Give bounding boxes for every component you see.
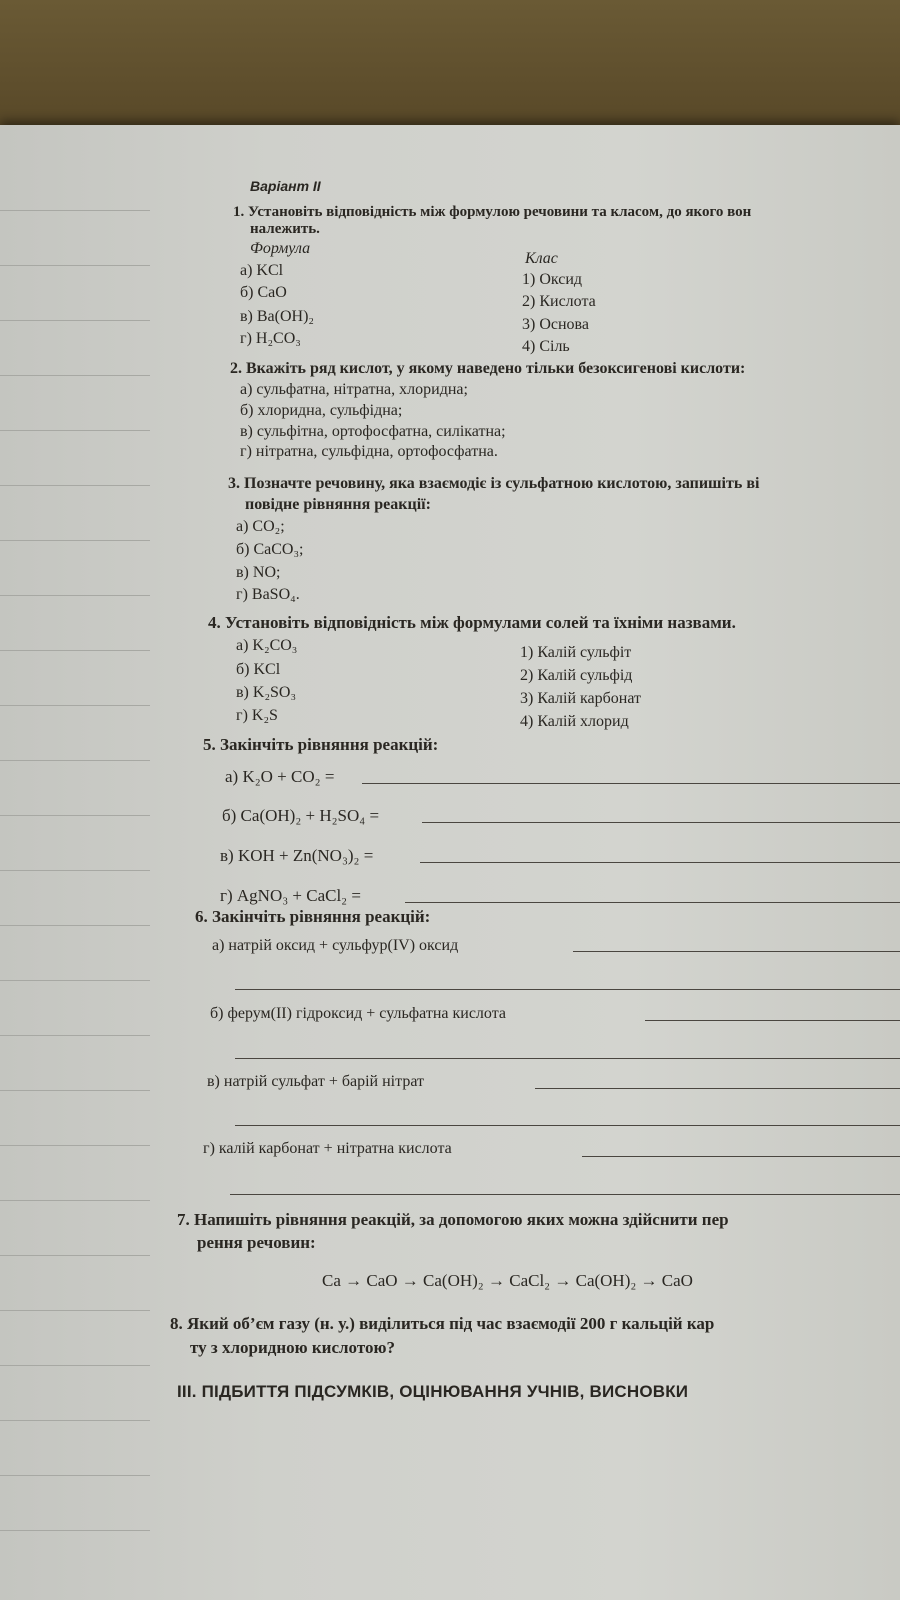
q4-name-2: 2) Калій сульфід bbox=[520, 667, 633, 684]
q4-formula-d: г) K₂S bbox=[236, 707, 278, 724]
class-header: Клас bbox=[525, 250, 558, 267]
q4-name-1: 1) Калій сульфіт bbox=[520, 644, 632, 661]
variant-title: Варіант ІІ bbox=[250, 178, 321, 194]
q2-option-d: г) нітратна, сульфідна, ортофосфатна. bbox=[240, 443, 498, 460]
q6-answer-line-c1 bbox=[535, 1088, 900, 1089]
question-3-text-cont: повідне рівняння реакції: bbox=[245, 496, 431, 513]
q3-option-d: г) BaSO₄. bbox=[236, 586, 300, 603]
q6-answer-line-d1 bbox=[582, 1156, 900, 1157]
q1-class-3: 3) Основа bbox=[522, 316, 589, 333]
q5-item-a: а) K₂O + CO₂ = bbox=[225, 767, 335, 786]
q5-answer-line-a bbox=[362, 783, 900, 784]
question-4-text: 4. Установіть відповідність між формулами солей та їхніми назвами. bbox=[208, 613, 736, 632]
question-6-text: 6. Закінчіть рівняння реакцій: bbox=[195, 907, 431, 926]
section-heading: ІІІ. ПІДБИТТЯ ПІДСУМКІВ, ОЦІНЮВАННЯ УЧНІВ, ВИСНОВКИ bbox=[177, 1382, 689, 1401]
question-5-text: 5. Закінчіть рівняння реакцій: bbox=[203, 735, 439, 754]
q1-formula-a: а) KCl bbox=[240, 262, 284, 279]
q1-formula-c: в) Ba(OH)₂ bbox=[240, 308, 314, 325]
q6-item-a: а) натрій оксид + сульфур(IV) оксид bbox=[212, 937, 459, 954]
q7-transformation-chain: Ca → CaO → Ca(OH)₂ → CaCl₂ → Ca(OH)₂ → CaO bbox=[322, 1271, 693, 1290]
question-1-text: 1. Установіть відповідність між формулою речовини та класом, до якого вон bbox=[233, 204, 752, 220]
question-1-text-cont: належить. bbox=[250, 221, 320, 237]
q1-class-4: 4) Сіль bbox=[522, 338, 570, 355]
q5-answer-line-c bbox=[420, 862, 900, 863]
q6-answer-line-d2 bbox=[230, 1194, 900, 1195]
question-2-text: 2. Вкажіть ряд кислот, у якому наведено тільки безоксигенові кислоти: bbox=[230, 360, 746, 377]
q6-item-c: в) натрій сульфат + барій нітрат bbox=[207, 1073, 424, 1090]
formula-header: Формула bbox=[250, 240, 311, 257]
question-3-text: 3. Позначте речовину, яка взаємодіє із сульфатною кислотою, запишіть ві bbox=[228, 475, 760, 492]
q2-option-b: б) хлоридна, сульфідна; bbox=[240, 402, 403, 419]
q1-class-1: 1) Оксид bbox=[522, 271, 583, 288]
workbook-page bbox=[0, 125, 900, 1600]
q5-item-d: г) AgNO₃ + CaCl₂ = bbox=[220, 886, 361, 905]
q3-option-b: б) CaCO₃; bbox=[236, 541, 304, 558]
q4-name-3: 3) Калій карбонат bbox=[520, 690, 642, 707]
question-7-text: 7. Напишіть рівняння реакцій, за допомогою яких можна здійснити пер bbox=[177, 1210, 729, 1229]
question-7-text-cont: рення речовин: bbox=[197, 1233, 316, 1252]
q4-name-4: 4) Калій хлорид bbox=[520, 713, 629, 730]
q5-item-c: в) KOH + Zn(NO₃)₂ = bbox=[220, 846, 374, 865]
q6-item-d: г) калій карбонат + нітратна кислота bbox=[203, 1140, 452, 1157]
q1-class-2: 2) Кислота bbox=[522, 293, 596, 310]
q5-answer-line-b bbox=[422, 822, 900, 823]
question-8-text: 8. Який об’єм газу (н. у.) виділиться під час взаємодії 200 г кальцій кар bbox=[170, 1314, 715, 1333]
worksheet-content bbox=[0, 125, 900, 1600]
q6-answer-line-a1 bbox=[573, 951, 900, 952]
q4-formula-b: б) KCl bbox=[236, 661, 281, 678]
q1-formula-b: б) CaO bbox=[240, 284, 287, 301]
q6-answer-line-c2 bbox=[235, 1125, 900, 1126]
q6-answer-line-b2 bbox=[235, 1058, 900, 1059]
q5-answer-line-d bbox=[405, 902, 900, 903]
q5-item-b: б) Ca(OH)₂ + H₂SO₄ = bbox=[222, 806, 380, 825]
q2-option-c: в) сульфітна, ортофосфатна, силікатна; bbox=[240, 423, 506, 440]
q6-item-b: б) ферум(ІІ) гідроксид + сульфатна кислота bbox=[210, 1005, 506, 1022]
q3-option-a: а) CO₂; bbox=[236, 518, 285, 535]
q4-formula-c: в) K₂SO₃ bbox=[236, 684, 297, 701]
q3-option-c: в) NO; bbox=[236, 564, 281, 581]
q4-formula-a: а) K₂CO₃ bbox=[236, 637, 298, 654]
q6-answer-line-b1 bbox=[645, 1020, 900, 1021]
q6-answer-line-a2 bbox=[235, 989, 900, 990]
q1-formula-d: г) H₂CO₃ bbox=[240, 330, 301, 347]
question-8-text-cont: ту з хлоридною кислотою? bbox=[190, 1338, 395, 1357]
q2-option-a: а) сульфатна, нітратна, хлоридна; bbox=[240, 381, 468, 398]
